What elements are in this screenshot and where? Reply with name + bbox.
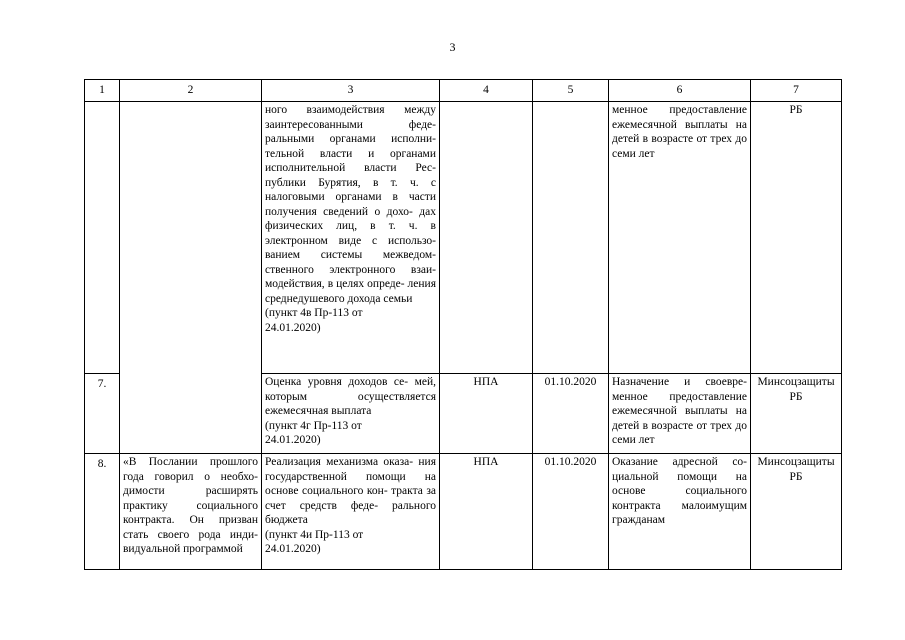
row-number-cell: 8.: [85, 454, 120, 570]
result-cell: Оказание адресной со- циальной помощи на основе социального контракта малоимущим гражданам: [609, 454, 751, 570]
deadline-cell: 01.10.2020: [533, 454, 609, 570]
row-number-cell: 7.: [85, 374, 120, 454]
result-cell: Назначение и своевре- менное предоставление ежемесячной выплаты на детей в возрасте от трех до семи лет: [609, 374, 751, 454]
measure-cell: [262, 374, 440, 454]
measure-text: Оценка уровня доходов се- мей, которым осуществляется ежемесячная выплата: [265, 376, 436, 417]
column-header: 6: [609, 80, 751, 102]
reference-text: (пункт 4в Пр-113 от 24.01.2020): [265, 307, 363, 334]
reference-text: (пункт 4и Пр-113 от 24.01.2020): [265, 528, 364, 555]
deadline-cell: [533, 102, 609, 374]
responsible-cell: Минсоцзащиты РБ: [751, 374, 842, 454]
measure-text: Реализация механизма оказа- ния государственной помощи на основе социального кон- тракта за счет средств феде- рального бюджета: [265, 456, 436, 526]
row-number-cell: [85, 102, 120, 374]
column-header: 5: [533, 80, 609, 102]
responsible-cell: РБ: [751, 102, 842, 374]
document-type-cell: НПА: [440, 374, 533, 454]
column-header: 2: [120, 80, 262, 102]
measure-cell: [262, 454, 440, 570]
document-type-cell: НПА: [440, 454, 533, 570]
quote-cell: [120, 102, 262, 454]
reference-text: (пункт 4г Пр-113 от 24.01.2020): [265, 419, 362, 446]
column-header: 1: [85, 80, 120, 102]
result-cell: менное предоставление ежемесячной выплаты на детей в возрасте от трех до семи лет: [609, 102, 751, 374]
column-header: 7: [751, 80, 842, 102]
measure-cell: [262, 102, 440, 374]
deadline-cell: 01.10.2020: [533, 374, 609, 454]
document-type-cell: [440, 102, 533, 374]
table-header-row: [85, 80, 842, 102]
column-header: 4: [440, 80, 533, 102]
page-number: 3: [449, 40, 456, 54]
table-row: [85, 454, 842, 570]
table-row: [85, 102, 842, 374]
quote-cell: «В Послании прошлого года говорил о необхо- димости расширять практику социального контракта. Он призван стать своего рода инди- видуальной программой: [120, 454, 262, 570]
responsible-cell: Минсоцзащиты РБ: [751, 454, 842, 570]
document-table: [84, 79, 842, 570]
column-header: 3: [262, 80, 440, 102]
measure-text: ного взаимодействия между заинтересованными феде- ральными органами исполни- тельной власти и органами исполнительной власти Рес- публики Бурятия, в т. ч. с налоговыми органами в части получения сведений о дохо- дах физических лиц, в т. ч. в электронном виде с использо- ванием системы межведом- ственного электронного взаи- модействия, в целях опреде- ления среднедушевого дохода семьи: [265, 104, 436, 305]
